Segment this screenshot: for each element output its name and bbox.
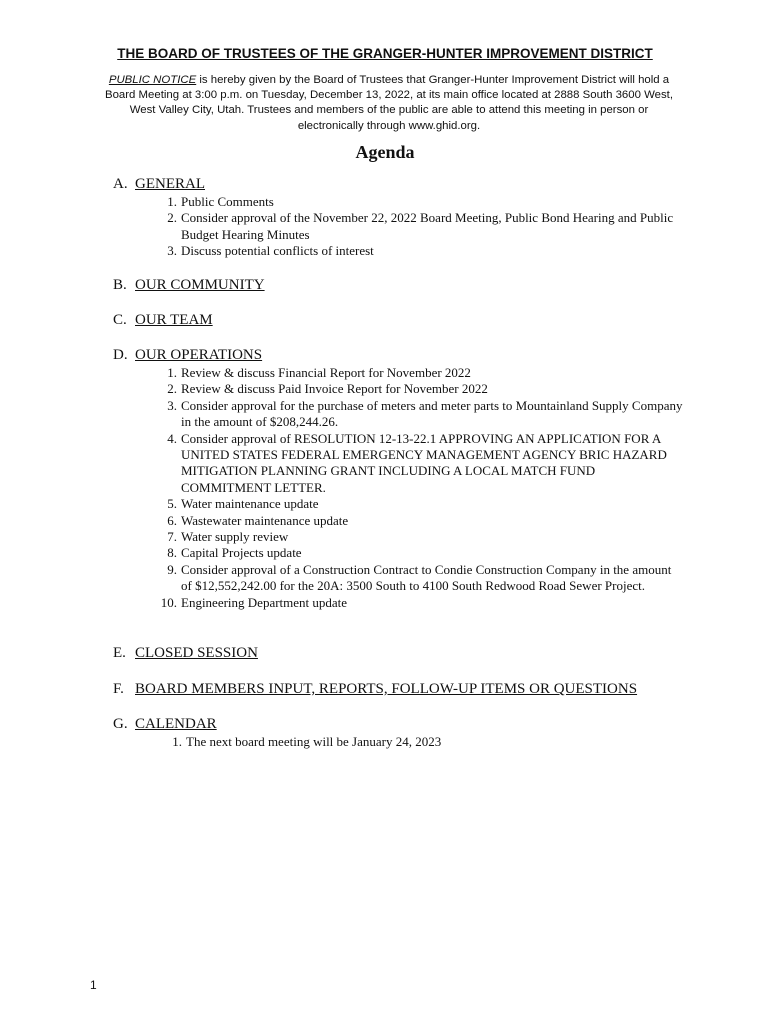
- list-item: [155, 529, 685, 545]
- item-number: 2.: [167, 381, 177, 397]
- item-text: Discuss potential conflicts of interest: [181, 243, 374, 259]
- section-our-community: [113, 277, 265, 294]
- section-label: OUR COMMUNITY: [135, 277, 265, 293]
- list-item: [155, 513, 685, 529]
- section-our-operations: [113, 347, 262, 364]
- item-text: Consider approval for the purchase of meters and meter parts to Mountainland Supply Company in the amount of $208,244.26.: [181, 397, 683, 430]
- section-letter: A.: [113, 176, 128, 192]
- item-number: 6.: [167, 512, 177, 528]
- section-label: CALENDAR: [135, 716, 217, 732]
- list-item: [155, 496, 685, 512]
- item-text: Consider approval of a Construction Contract to Condie Construction Company in the amount of $12,552,242.00 for the 20A: 3500 South to 4100 South Redwood Road Sewer Project.: [181, 561, 672, 594]
- operations-items-list: [155, 365, 685, 611]
- list-item: [155, 398, 685, 431]
- item-number: 3.: [167, 243, 177, 259]
- list-item: [155, 431, 685, 497]
- item-number: 7.: [167, 529, 177, 545]
- list-item: [155, 381, 685, 397]
- document-title: THE BOARD OF TRUSTEES OF THE GRANGER-HUNTER IMPROVEMENT DISTRICT: [117, 46, 653, 61]
- item-number: 1.: [167, 365, 177, 380]
- item-number: 2.: [167, 210, 177, 226]
- item-number: 3.: [167, 397, 177, 413]
- item-text: Consider approval of the November 22, 2022 Board Meeting, Public Bond Hearing and Public Budget Hearing Minutes: [181, 210, 674, 242]
- list-item: [155, 595, 685, 611]
- public-notice-body: is hereby given by the Board of Trustees that Granger-Hunter Improvement District will hold a Board Meeting at 3:00 p.m. on Tuesday, December 13, 2022, at its main office located at 2888 South 3600 West, West Valley City, Utah. Trustees and members of the public are able to attend this meeting in person or electronically through www.ghid.org.: [105, 74, 673, 132]
- section-label: OUR TEAM: [135, 312, 213, 328]
- item-text: Engineering Department update: [181, 594, 348, 610]
- section-letter: C.: [113, 312, 127, 328]
- item-text: Consider approval of RESOLUTION 12-13-22.1 APPROVING AN APPLICATION FOR A UNITED STATES FEDERAL EMERGENCY MANAGEMENT AGENCY BRIC HAZARD MITIGATION PLANNING GRANT INCLUDING A LOCAL MATCH FUND COMMITMENT LETTER.: [181, 430, 667, 495]
- page-number: 1: [90, 978, 97, 992]
- item-number: 10.: [160, 594, 177, 610]
- item-number: 1.: [172, 734, 182, 749]
- section-letter: D.: [113, 347, 128, 363]
- public-notice-lead: PUBLIC NOTICE: [108, 74, 197, 86]
- general-items-list: [155, 194, 685, 260]
- section-label: GENERAL: [135, 176, 205, 192]
- item-text: Wastewater maintenance update: [181, 512, 349, 528]
- calendar-items-list: [160, 734, 690, 750]
- section-letter: G.: [113, 716, 128, 732]
- section-label: OUR OPERATIONS: [135, 347, 263, 363]
- section-board-members-input: [113, 681, 637, 698]
- section-letter: B.: [113, 277, 127, 293]
- section-our-team: [113, 312, 213, 329]
- item-number: 8.: [167, 545, 177, 561]
- item-number: 5.: [167, 496, 177, 512]
- item-text: The next board meeting will be January 24, 2023: [186, 734, 442, 749]
- section-label: CLOSED SESSION: [135, 645, 258, 661]
- item-number: 4.: [167, 430, 177, 446]
- list-item: [155, 194, 685, 210]
- item-text: Water supply review: [181, 529, 289, 545]
- public-notice: [100, 73, 678, 134]
- section-letter: E.: [113, 645, 126, 661]
- item-number: 1.: [167, 194, 177, 209]
- item-text: Review & discuss Paid Invoice Report for November 2022: [181, 381, 488, 397]
- item-text: Water maintenance update: [181, 496, 319, 512]
- item-text: Capital Projects update: [181, 545, 302, 561]
- section-general: [113, 176, 205, 193]
- list-item: [155, 243, 685, 259]
- item-text: Review & discuss Financial Report for November 2022: [181, 365, 471, 380]
- section-label: BOARD MEMBERS INPUT, REPORTS, FOLLOW-UP ITEMS OR QUESTIONS: [135, 681, 638, 697]
- list-item: [155, 365, 685, 381]
- list-item: [155, 545, 685, 561]
- section-calendar: [113, 716, 217, 733]
- list-item: [155, 210, 685, 243]
- list-item: [155, 562, 685, 595]
- section-closed-session: [113, 645, 258, 662]
- list-item: [160, 734, 690, 750]
- item-text: Public Comments: [181, 194, 274, 209]
- item-number: 9.: [167, 561, 177, 577]
- section-letter: F.: [113, 681, 124, 697]
- agenda-heading: Agenda: [355, 142, 415, 162]
